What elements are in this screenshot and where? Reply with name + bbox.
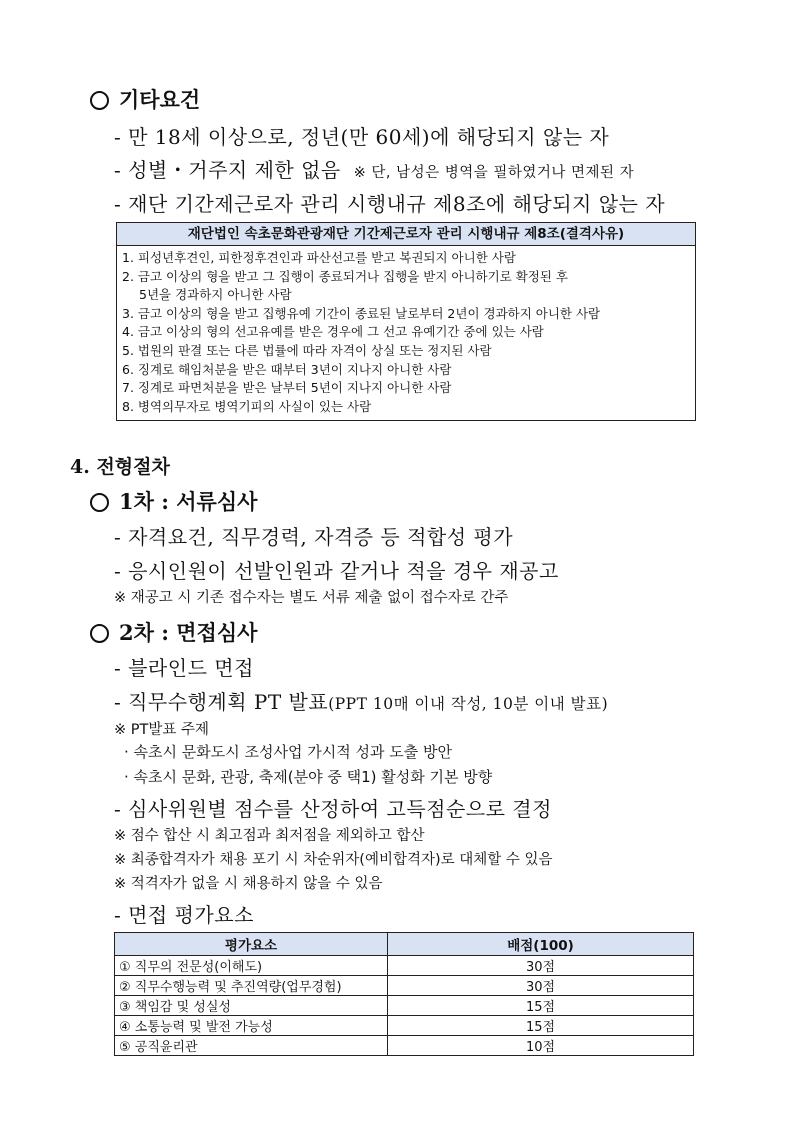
eval-score-cell: 30점 xyxy=(388,956,694,976)
disqualification-item: 2. 금고 이상의 형을 받고 그 집행이 종료되거나 집행을 받지 아니하기로 확정된 후 xyxy=(122,268,569,284)
table-row xyxy=(115,976,694,996)
stage2-eval-elements: - 면접 평가요소 xyxy=(114,903,254,927)
pt-topic-label: ※ PT발표 주제 xyxy=(114,722,209,738)
disqualification-list xyxy=(117,246,695,420)
disqualification-item: 4. 금고 이상의 형의 선고유예를 받은 경우에 그 선고 유예기간 중에 있는 사람 xyxy=(122,324,544,340)
circle-bullet-icon xyxy=(90,91,109,110)
eval-element-cell: ④ 소통능력 및 발전 가능성 xyxy=(115,1016,388,1036)
column-header-score: 배점(100) xyxy=(388,933,694,956)
stage1-item: - 응시인원이 선발인원과 같거나 적을 경우 재공고 xyxy=(114,559,559,583)
table-row xyxy=(115,996,694,1016)
disqualification-item: 6. 징계로 해임처분을 받은 때부터 3년이 지나지 아니한 사람 xyxy=(122,361,452,377)
eval-element-cell: ⑤ 공직윤리관 xyxy=(115,1036,388,1056)
disqualification-title: 재단법인 속초문화관광재단 기간제근로자 관리 시행내규 제8조(결격사유) xyxy=(117,223,695,246)
disqualification-item: 5. 법원의 판결 또는 다른 법률에 따라 자격이 상실 또는 정지된 사람 xyxy=(122,342,492,358)
table-header-row xyxy=(115,933,694,956)
evaluation-table xyxy=(114,932,694,1056)
eval-element-cell: ② 직무수행능력 및 추진역량(업무경험) xyxy=(115,976,388,996)
eval-element-cell: ① 직무의 전문성(이해도) xyxy=(115,956,388,976)
scoring-note: ※ 점수 합산 시 최고점과 최저점을 제외하고 합산 xyxy=(114,828,425,844)
other-requirements-heading: 기타요건 xyxy=(90,84,200,114)
column-header-element: 평가요소 xyxy=(115,933,388,956)
stage2-heading: 2차 : 면접심사 xyxy=(90,617,257,647)
table-row xyxy=(115,956,694,976)
table-row xyxy=(115,1036,694,1056)
circle-bullet-icon xyxy=(90,624,109,643)
scoring-note: ※ 적격자가 없을 시 채용하지 않을 수 있음 xyxy=(114,876,383,892)
other-req-age: - 만 18세 이상으로, 정년(만 60세)에 해당되지 않는 자 xyxy=(114,125,610,149)
stage2-blind-interview: - 블라인드 면접 xyxy=(114,656,254,680)
scoring-note: ※ 최종합격자가 채용 포기 시 차순위자(예비합격자)로 대체할 수 있음 xyxy=(114,852,553,868)
eval-element-cell: ③ 책임감 및 성실성 xyxy=(115,996,388,1016)
circle-bullet-icon xyxy=(90,493,109,512)
eval-score-cell: 15점 xyxy=(388,1016,694,1036)
disqualification-item-cont: 5년을 경과하지 아니한 사람 xyxy=(139,287,292,303)
stage2-scoring: - 심사위원별 점수를 산정하여 고득점순으로 결정 xyxy=(114,797,552,821)
pt-detail: (PPT 10매 이내 작성, 10분 이내 발표) xyxy=(328,695,609,713)
other-req-rule8: - 재단 기간제근로자 관리 시행내규 제8조에 해당되지 않는 자 xyxy=(114,192,666,216)
disqualification-item: 7. 징계로 파면처분을 받은 날부터 5년이 지나지 아니한 사람 xyxy=(122,380,452,396)
section-title-process: 4. 전형절차 xyxy=(70,456,170,478)
stage1-item: - 자격요건, 직무경력, 자격증 등 적합성 평가 xyxy=(114,525,514,549)
disqualification-box xyxy=(116,222,696,421)
disqualification-item: 3. 금고 이상의 형을 받고 집행유예 기간이 종료된 날로부터 2년이 경과하지 아니한 사람 xyxy=(122,305,601,321)
other-req-gender: - 성별・거주지 제한 없음 ※ 단, 남성은 병역을 필하였거나 면제된 자 xyxy=(114,158,635,182)
disqualification-item: 8. 병역의무자로 병역기피의 사실이 있는 사람 xyxy=(122,398,372,414)
eval-score-cell: 15점 xyxy=(388,996,694,1016)
disqualification-item: 1. 피성년후견인, 피한정후견인과 파산선고를 받고 복권되지 아니한 사람 xyxy=(122,250,516,265)
table-row xyxy=(115,1016,694,1036)
stage1-note: ※ 재공고 시 기존 접수자는 별도 서류 제출 없이 접수자로 간주 xyxy=(114,590,509,606)
stage1-heading: 1차 : 서류심사 xyxy=(90,486,257,516)
pt-topic-item: · 속초시 문화, 관광, 축제(분야 중 택1) 활성화 기본 방향 xyxy=(124,768,493,786)
stage2-pt-presentation: - 직무수행계획 PT 발표(PPT 10매 이내 작성, 10분 이내 발표) xyxy=(114,690,609,714)
military-note: ※ 단, 남성은 병역을 필하였거나 면제된 자 xyxy=(353,165,635,181)
pt-topic-item: · 속초시 문화도시 조성사업 가시적 성과 도출 방안 xyxy=(124,743,452,761)
eval-score-cell: 30점 xyxy=(388,976,694,996)
eval-score-cell: 10점 xyxy=(388,1036,694,1056)
